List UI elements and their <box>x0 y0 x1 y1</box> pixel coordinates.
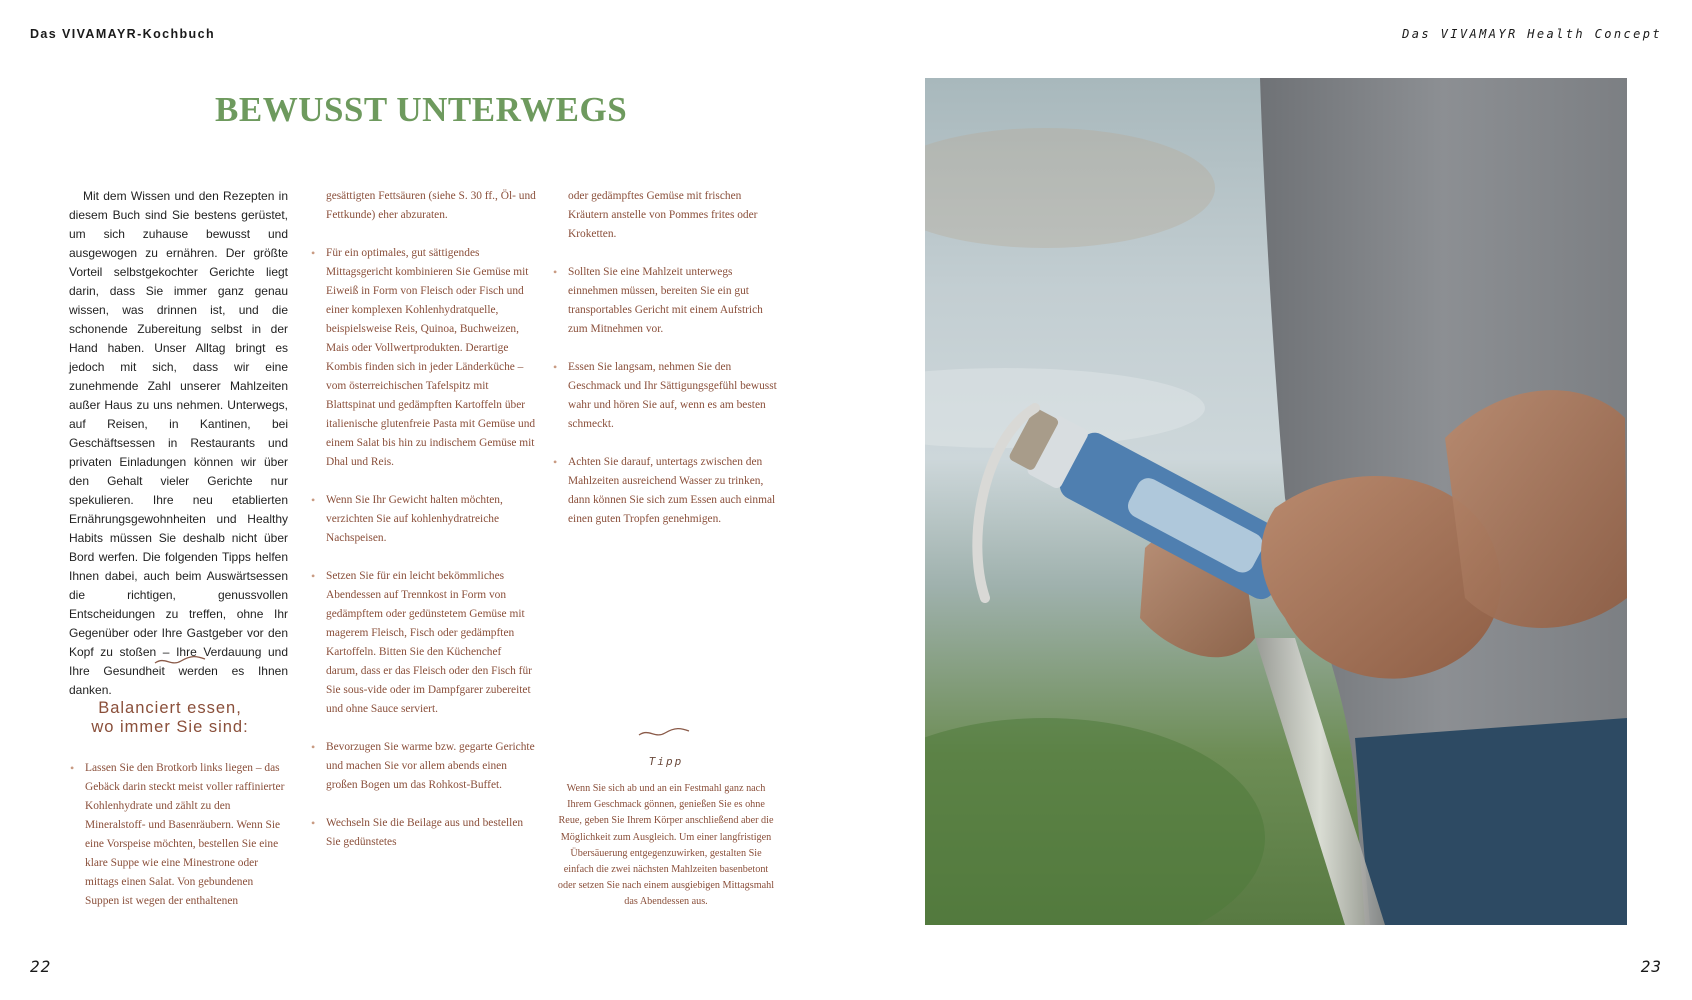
bullet-dot-icon: • <box>311 569 316 583</box>
list-item-text: Essen Sie langsam, nehmen Sie den Geschmack und Ihr Sättigungsgefühl bewusst wahr und hören Sie auf, wenn es am besten schmeckt. <box>568 361 777 430</box>
page-number-left: 22 <box>30 957 52 976</box>
bullet-dot-icon: • <box>311 493 316 507</box>
list-item <box>70 759 290 911</box>
list-item-text: Bevorzugen Sie warme bzw. gegarte Gerichte und machen Sie vor allem abends einen großen Bogen um das Rohkost-Buffet. <box>326 741 535 791</box>
bullet-dot-icon: • <box>311 246 316 260</box>
list-item-text: Für ein optimales, gut sättigendes Mittagsgericht kombinieren Sie Gemüse mit Eiweiß in Form von Fleisch oder Fisch und einer komplexen Kohlenhydratquelle, beispielsweise Reis, Quinoa, Buchweizen, Mais oder Vollwertprodukten. Derartige Kombis finden sich in jeder Länderküche – vom österreichischen Tafelspitz mit Blattspinat und gedämpften Kartoffeln über italienische glutenfreie Pasta mit Gemüse und einem Salat bis hin zu indischem Gemüse mit Dhal und Reis. <box>326 247 536 468</box>
list-item-continuation <box>553 187 778 244</box>
list-item <box>311 567 536 719</box>
running-head-left: Das VIVAMAYR-Kochbuch <box>30 27 215 41</box>
list-item <box>311 814 536 852</box>
list-item-continuation <box>311 187 536 225</box>
list-item-text: Sollten Sie eine Mahlzeit unterwegs einnehmen müssen, bereiten Sie ein gut transportables Gericht mit einem Aufstrich zum Mitnehmen vor. <box>568 266 763 335</box>
ornament-swash-icon <box>153 654 207 668</box>
list-item <box>311 738 536 795</box>
bullet-dot-icon: • <box>311 816 316 830</box>
bullet-dot-icon: • <box>311 740 316 754</box>
tip-label: Tipp <box>648 755 684 768</box>
section-subheading <box>70 699 270 737</box>
tips-list-column-2 <box>311 187 536 871</box>
list-item-text: Setzen Sie für ein leicht bekömmliches Abendessen auf Trennkost in Form von gedämpftem oder gedünstetem Gemüse mit magerem Fleisch, Fisch oder gedämpften Kartoffeln. Bitten Sie den Küchenchef darum, dass er das Fleisch oder den Fisch für Sie sous-vide oder im Dampfgarer zubereitet und ohne Sauce serviert. <box>326 570 532 715</box>
bullet-dot-icon: • <box>70 761 75 775</box>
subheading-line-2: wo immer Sie sind: <box>91 718 249 736</box>
list-item <box>311 244 536 472</box>
bullet-dot-icon: • <box>553 455 558 469</box>
list-item <box>553 263 778 339</box>
list-item <box>311 491 536 548</box>
list-item-text: Lassen Sie den Brotkorb links liegen – das Gebäck darin steckt meist voller raffinierter Kohlenhydrate und zählt zu den Mineralstoff- und Basenräubern. Wenn Sie eine Vorspeise möchten, bestellen Sie eine klare Suppe wie eine Minestrone oder mittags einen Salat. Von gebundenen Suppen ist wegen der enthaltenen <box>85 762 285 907</box>
list-item-text: Achten Sie darauf, untertags zwischen den Mahlzeiten ausreichend Wasser zu trinken, dann können Sie sich zum Essen auch einmal einen guten Tropfen genehmigen. <box>568 456 776 525</box>
list-item-text: oder gedämpftes Gemüse mit frischen Kräutern anstelle von Pommes frites oder Kroketten. <box>568 190 758 240</box>
tips-list-column-1 <box>70 759 290 930</box>
list-item-text: Wechseln Sie die Beilage aus und bestellen Sie gedünstetes <box>326 817 524 848</box>
list-item <box>553 358 778 434</box>
page-number-right: 23 <box>1640 957 1662 976</box>
bullet-dot-icon: • <box>553 360 558 374</box>
photo-person-holding-water-bottle <box>925 78 1627 925</box>
tip-ornament-swash-icon <box>637 726 691 740</box>
list-item-text: Wenn Sie Ihr Gewicht halten möchten, verzichten Sie auf kohlenhydratreiche Nachspeisen. <box>326 494 503 544</box>
page-title: BEWUSST UNTERWEGS <box>215 90 628 129</box>
photo-illustration <box>925 78 1627 925</box>
bullet-dot-icon: • <box>553 265 558 279</box>
tips-list-column-3 <box>553 187 778 548</box>
list-item-text: gesättigten Fettsäuren (siehe S. 30 ff., Öl- und Fettkunde) eher abzuraten. <box>326 190 536 221</box>
tip-text: Wenn Sie sich ab und an ein Festmahl ganz nach Ihrem Geschmack gönnen, genießen Sie es ohne Reue, geben Sie Ihrem Körper anschließend aber die Möglichkeit zum Ausgleich. Um einer langfristigen Übersäuerung entgegenzuwirken, gestalten Sie einfach die zwei nächsten Mahlzeiten basenbetont oder setzen Sie nach einem ausgiebigen Mittagsmahl das Abendessen aus. <box>557 783 775 908</box>
list-item <box>553 453 778 529</box>
running-head-right: Das VIVAMAYR Health Concept <box>1402 27 1662 41</box>
subheading-line-1: Balanciert essen, <box>98 699 242 717</box>
intro-paragraph: Mit dem Wissen und den Rezepten in diesem Buch sind Sie bestens gerüstet, um sich zuhause bewusst und ausgewogen zu ernähren. Der größte Vorteil selbstgekochter Gerichte liegt darin, dass Sie immer ganz genau wissen, was drinnen ist, und die schonende Zubereitung selbst in der Hand haben. Unser Alltag bringt es jedoch mit sich, dass wir eine zunehmende Zahl unserer Mahlzeiten außer Haus zu uns nehmen. Unterwegs, auf Reisen, in Kantinen, bei Geschäftsessen in Restaurants und privaten Einladungen können wir über den Gehalt vieler Gerichte nur spekulieren. Ihre neu etablierten Ernährungsgewohnheiten und Healthy Habits müssen Sie deshalb nicht über Bord werfen. Die folgenden Tipps helfen Ihnen dabei, auch beim Auswärtsessen die richtigen, genussvollen Entscheidungen zu treffen, ohne Ihr Gegenüber oder Ihre Gastgeber vor den Kopf zu stoßen – Ihre Verdauung und Ihre Gesundheit werden es Ihnen danken. <box>69 189 288 697</box>
